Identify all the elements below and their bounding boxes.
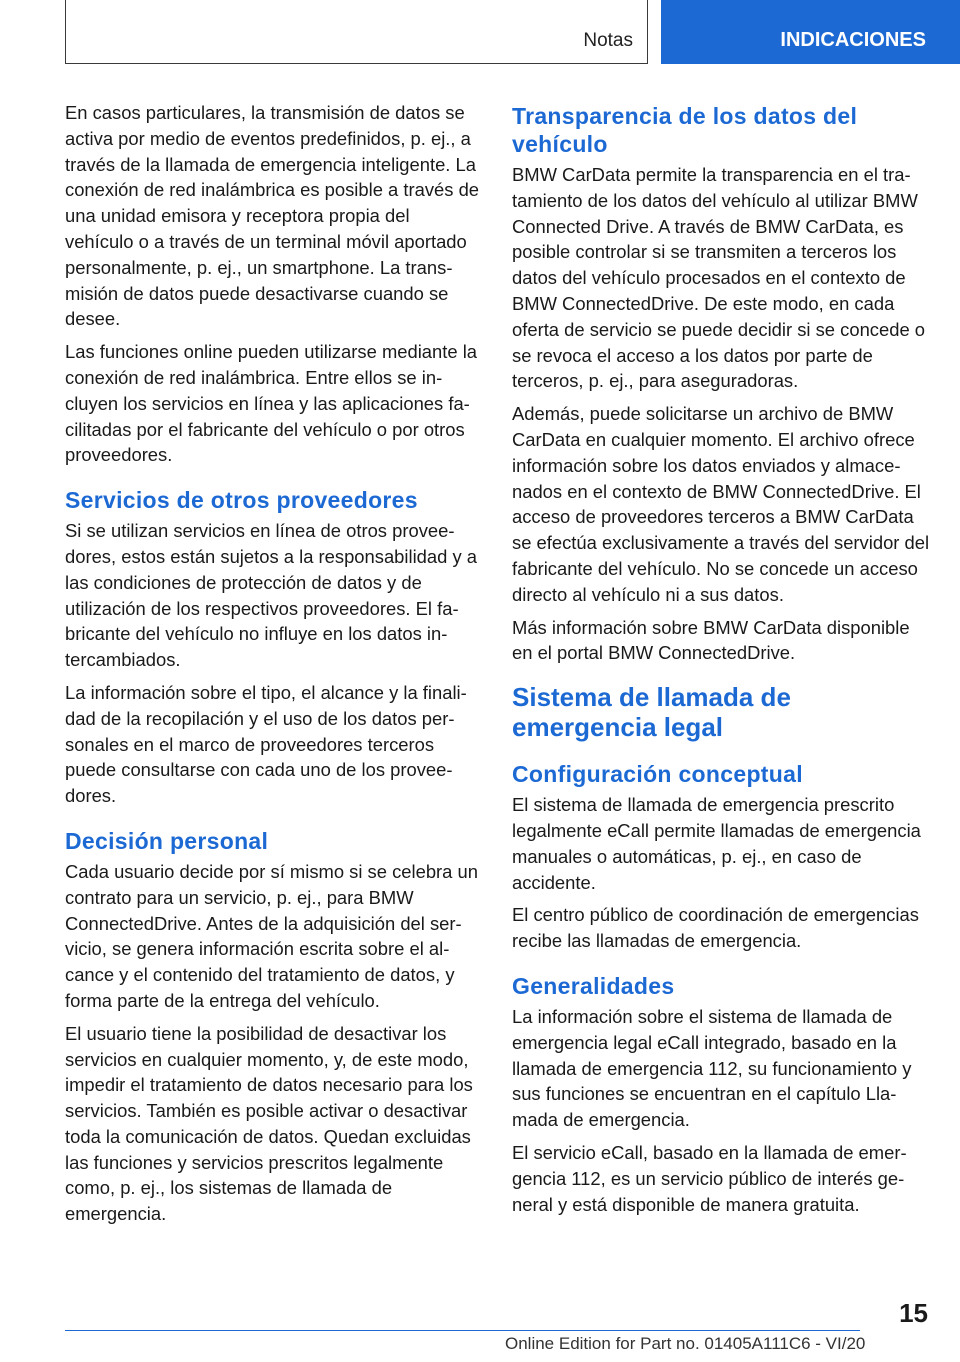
heading-sistema-llamada-emergencia: Sistema de llamada de emergencia legal bbox=[512, 682, 791, 743]
paragraph: Las funciones online pueden utilizarse mediante la conexión de red inalámbrica. Entre ellos se incluyen los servicios en línea y las aplicaciones facilitadas por el fabricante del vehículo o por otros proveedores. bbox=[65, 341, 478, 466]
heading-decision-personal: Decisión personal bbox=[65, 827, 269, 854]
chapter-tab: INDICACIONES bbox=[661, 0, 960, 64]
paragraph: En casos particulares, la transmisión de datos se activa por medio de eventos predefinidos, p. ej., a través de la llamada de emergencia inteligente. La conexión de red inalámbrica es posible a través de una unidad emisora y receptora propia del vehículo o a través de un terminal móvil aportado personalmente, p. ej., un smartphone. La transmisión de datos puede desactivarse cuando se desee. bbox=[65, 102, 480, 330]
heading-servicios-otros-proveedores: Servicios de otros proveedores bbox=[65, 487, 418, 514]
paragraph: Además, puede solicitarse un archivo de BMW CarData en cualquier momento. El archivo ofrece información sobre los datos enviados y almacenados en el contexto de BMW ConnectedDrive. El acceso de proveedores terceros a BMW CarData se efectúa exclusivamente a través del servidor del fabricante del vehículo. No se concede un acceso directo al vehículo ni a sus datos. bbox=[512, 403, 930, 605]
paragraph: BMW CarData permite la transparencia en el tratamiento de los datos del vehículo al utilizar BMW Connected Drive. A través de BMW CarData, es posible controlar si se transmiten a terceros los datos del vehículo procesados en el contexto de BMW ConnectedDrive. De este modo, en cada oferta de servicio se puede decidir si se concede o se revoca el acceso a los datos por parte de terceros, p. ej., para aseguradoras. bbox=[512, 164, 926, 392]
paragraph: El usuario tiene la posibilidad de desactivar los servicios en cualquier momento, y, de este modo, impedir el tratamiento de datos necesario para los servicios. También es posible activar o desactivar toda la comunicación de datos. Quedan excluidas las funciones y servicios prescritos legalmente como, p. ej., los sistemas de llamada de emergencia. bbox=[65, 1022, 473, 1225]
right-column bbox=[512, 102, 930, 1224]
page-number: 15 bbox=[899, 1298, 928, 1328]
heading-configuracion-conceptual: Configuración conceptual bbox=[512, 761, 803, 788]
heading-transparencia-datos: Transparencia de los datos del vehículo bbox=[512, 103, 858, 157]
paragraph: La información sobre el sistema de llamada de emergencia legal eCall integrado, basado en la llamada de emergencia 112, su funcionamiento y sus funciones se encuentran en el capítulo Llamada de emergencia. bbox=[512, 1005, 912, 1131]
footer-edition-text: Online Edition for Part no. 01405A111C6 - VI/20 bbox=[505, 1334, 866, 1353]
left-column bbox=[65, 100, 480, 1234]
footer-divider bbox=[65, 1330, 860, 1331]
header-frame bbox=[65, 0, 648, 64]
paragraph: Cada usuario decide por sí mismo si se celebra un contrato para un servicio, p. ej., para BMW ConnectedDrive. Antes de la adquisición del servicio, se genera información escrita sobre el alcance y el contenido del tratamiento de datos, y forma parte de la entrega del vehículo. bbox=[65, 860, 478, 1011]
paragraph: El centro público de coordinación de emergencias recibe las llamadas de emergencia. bbox=[512, 904, 919, 952]
section-label: Notas bbox=[583, 30, 633, 51]
paragraph: La información sobre el tipo, el alcance y la finalidad de la recopilación y el uso de los datos personales en el marco de proveedores terceros puede consultarse con cada uno de los proveedores. bbox=[65, 681, 467, 807]
paragraph: El servicio eCall, basado en la llamada de emergencia 112, es un servicio público de interés general y está disponible de manera gratuita. bbox=[512, 1141, 907, 1215]
paragraph: El sistema de llamada de emergencia prescrito legalmente eCall permite llamadas de emergencia manuales o automáticas, p. ej., en caso de accidente. bbox=[512, 794, 921, 893]
heading-generalidades: Generalidades bbox=[512, 972, 675, 999]
paragraph: Si se utilizan servicios en línea de otros proveedores, estos están sujetos a la responsabilidad y a las condiciones de protección de datos y de utilización de los respectivos proveedores. El fabricante del vehículo no influye en los datos intercambiados. bbox=[65, 520, 477, 671]
paragraph: Más información sobre BMW CarData disponible en el portal BMW ConnectedDrive. bbox=[512, 616, 910, 664]
